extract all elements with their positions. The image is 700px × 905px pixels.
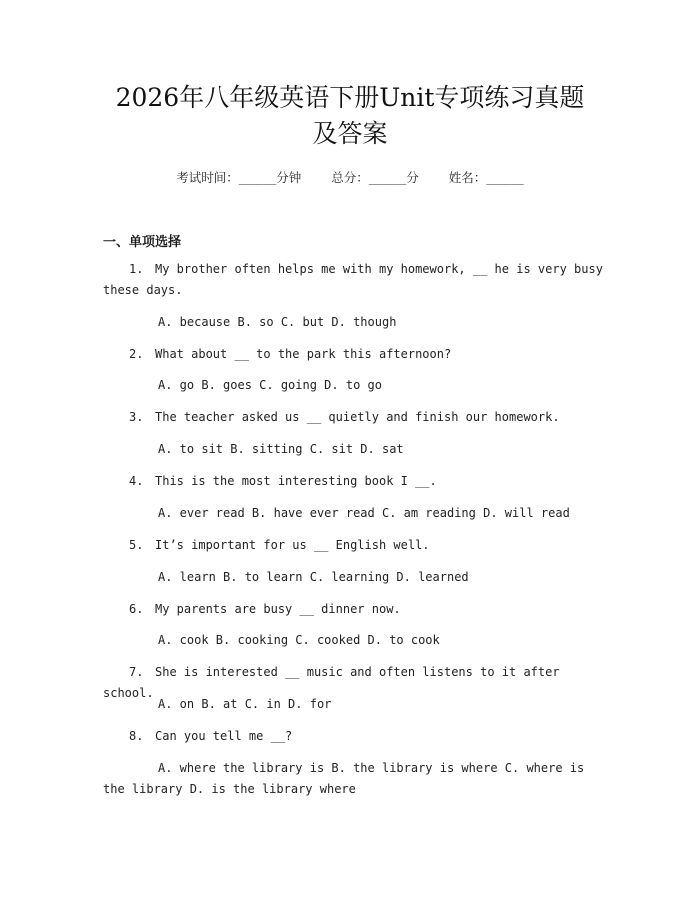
question-6 <box>103 599 603 620</box>
question-number: 4. <box>129 474 144 488</box>
question-number: 8. <box>129 729 144 743</box>
question-number: 7. <box>129 665 144 679</box>
question-3 <box>103 407 603 428</box>
question-6-options: A. cook B. cooking C. cooked D. to cook <box>158 633 440 647</box>
question-text: The teacher asked us __ quietly and finish our homework. <box>155 410 560 424</box>
exam-info <box>0 168 700 186</box>
question-text: This is the most interesting book I __. <box>155 474 437 488</box>
question-1-options: A. because B. so C. but D. though <box>158 315 397 329</box>
question-5 <box>103 535 603 556</box>
question-text: My brother often helps me with my homework, __ he is very busy these days. <box>103 262 603 297</box>
question-text: She is interested __ music and often listens to it after school. <box>103 665 560 700</box>
question-7-options: A. on B. at C. in D. for <box>158 697 332 711</box>
question-2-options: A. go B. goes C. going D. to go <box>158 378 382 392</box>
question-number: 2. <box>129 347 144 361</box>
title-line-1: 2026年八年级英语下册Unit专项练习真题 <box>115 83 585 112</box>
question-3-options: A. to sit B. sitting C. sit D. sat <box>158 442 404 456</box>
document-title <box>60 80 640 152</box>
question-number: 6. <box>129 602 144 616</box>
question-number: 1. <box>129 262 144 276</box>
section-title: 一、单项选择 <box>103 235 182 250</box>
student-name: 姓名：______ <box>448 170 524 185</box>
question-8-options: A. where the library is B. the library is where C. where is the library D. is the library where <box>103 761 585 796</box>
question-4 <box>103 471 603 492</box>
question-text: My parents are busy __ dinner now. <box>155 602 401 616</box>
question-1 <box>103 259 603 301</box>
exam-score: 总分：______分 <box>331 170 419 185</box>
question-text: It’s important for us __ English well. <box>155 538 430 552</box>
question-number: 5. <box>129 538 144 552</box>
question-4-options: A. ever read B. have ever read C. am reading D. will read <box>158 506 570 520</box>
question-text: Can you tell me __? <box>155 729 293 743</box>
question-8 <box>103 726 603 747</box>
question-2 <box>103 344 603 365</box>
exam-time: 考试时间：______分钟 <box>176 170 302 185</box>
title-line-2: 及答案 <box>312 119 388 148</box>
question-text: What about __ to the park this afternoon? <box>155 347 452 361</box>
question-5-options: A. learn B. to learn C. learning D. learned <box>158 570 469 584</box>
question-number: 3. <box>129 410 144 424</box>
